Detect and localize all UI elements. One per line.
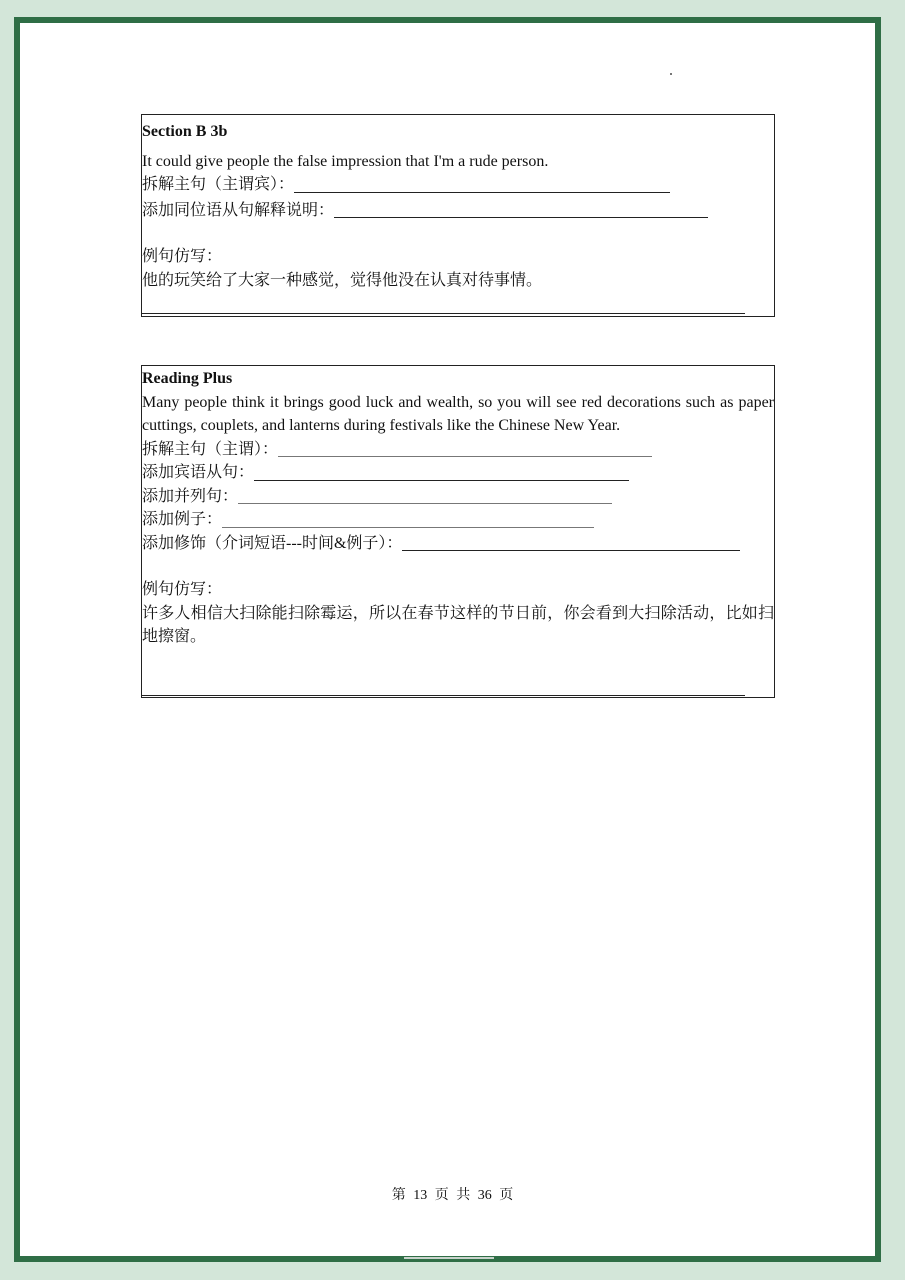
section-b-row-2 — [142, 199, 774, 223]
reading-plus-passage: Many people think it brings good luck and wealth, so you will see red decorations such as paper cuttings, couplets, and lanterns during festivals like the Chinese New Year. — [142, 393, 774, 434]
section-b-example-label: 例句仿写： — [142, 248, 223, 265]
answer-blank-3[interactable] — [278, 438, 652, 457]
section-b-box — [141, 114, 775, 317]
reading-plus-heading: Reading Plus — [142, 370, 233, 387]
spacer — [142, 222, 774, 245]
section-b-prompt-2: 添加同位语从句解释说明： — [142, 201, 335, 219]
reading-plus-row-2 — [142, 461, 774, 485]
reading-plus-prompt-5: 添加修饰（介词短语---时间&例子）： — [142, 534, 403, 552]
reading-plus-prompt-4: 添加例子： — [142, 511, 223, 528]
answer-blank-4[interactable] — [254, 462, 629, 481]
section-b-prompt-1: 拆解主句（主谓宾）： — [142, 176, 295, 193]
reading-plus-row-3 — [142, 485, 774, 509]
reading-plus-row-4 — [142, 508, 774, 532]
dot-mark — [670, 73, 672, 75]
section-b-sentence: It could give people the false impression that I'm a rude person. — [142, 152, 549, 170]
section-b-example-text: 他的玩笑给了大家一种感觉，觉得他没在认真对待事情。 — [142, 271, 543, 289]
answer-blank-2[interactable] — [334, 199, 708, 218]
reading-plus-row-5 — [142, 532, 774, 556]
page-number: 第 13 页 共 36 页 — [391, 1188, 514, 1203]
reading-plus-example-text: 许多人相信大扫除能扫除霉运，所以在春节这样的节日前，你会看到大扫除活动，比如扫地擦窗。 — [142, 604, 774, 645]
reading-plus-prompt-1: 拆解主句（主谓）： — [142, 440, 279, 458]
reading-plus-row-1 — [142, 438, 774, 462]
spacer — [142, 555, 774, 578]
answer-blank-6[interactable] — [222, 509, 594, 528]
answer-blank-7[interactable] — [402, 532, 740, 551]
page-frame — [14, 17, 881, 1262]
answer-line-reading-plus[interactable] — [142, 695, 745, 696]
reading-plus-example-label: 例句仿写： — [142, 581, 223, 598]
section-b-heading: Section B 3b — [142, 123, 228, 140]
reading-plus-prompt-3: 添加并列句： — [142, 487, 239, 505]
reading-plus-box — [141, 365, 775, 698]
answer-blank-5[interactable] — [238, 485, 612, 504]
answer-blank-1[interactable] — [294, 174, 670, 193]
section-b-row-1 — [142, 173, 774, 197]
reading-plus-prompt-2: 添加宾语从句： — [142, 464, 255, 481]
faint-mark — [404, 1257, 494, 1259]
answer-line-section-b[interactable] — [142, 313, 745, 314]
